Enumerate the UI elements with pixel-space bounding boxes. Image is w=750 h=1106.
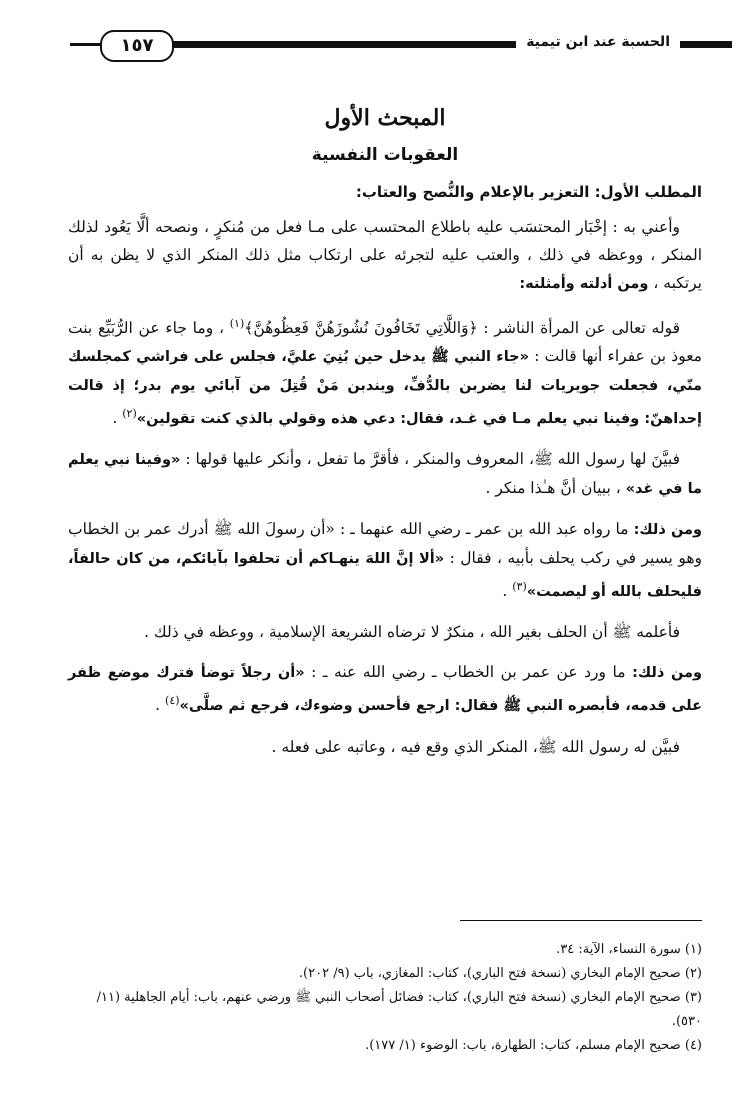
hadith-quote: «أن رسولَ الله ﷺ أدرك عمر بن الخطاب وهو يسير في ركب يحلف بأبيه ، فقال : <box>68 520 702 568</box>
paragraph-definition <box>68 213 702 298</box>
paragraph-quran-hadith: قوله تعالى عن المرأة الناشر : ﴿وَاللَّاتِي تَخَافُونَ نُشُوزَهُنَّ فَعِظُوهُنَّ﴾$^{(١)}$ ، وما جاء عن الرُّبَيِّع بنت معوذ بن عفراء أنها قالت : «جاء النبي ﷺ يدخل حين بُنِيَ عليَّ، فجلس على فراشي كمجلسك منّي، فجعلت جويريات لنا يضربن بالدُّفِّ، ويندبن مَنْ قُتِلَ من آبائي يوم بدر؛ إذ قالت إحداهنّ: وفينا نبي يعلم مـا في غـد، فقال: دعي هذه وقولي بالذي كنت تقولين»$^{(٢)}$ . <box>68 317 702 428</box>
paragraph-text: فبيَّنَ لها رسول الله ﷺ، المعروف والمنكر ، فأقرَّ ما تفعل ، وأنكر عليها قولها : <box>185 450 680 469</box>
paragraph-conclusion: فبيَّن له رسول الله ﷺ، المنكر الذي وقع فيه ، وعاتبه على فعله . <box>271 737 680 756</box>
paragraph-text: ما ورد عن عمر بن الخطاب ـ رضي الله عنه ـ : <box>311 663 626 682</box>
paragraph-text: قوله تعالى عن المرأة الناشر : ﴿وَاللَّاتِي تَخَافُونَ نُشُوزَهُنَّ فَعِظُوهُنَّ﴾ <box>244 319 680 338</box>
paragraph-label: ومن ذلك: <box>633 522 702 539</box>
paragraph-text: وأعني به : إخْبَار المحتسَب عليه باطلاع المحتسب على مـا فعل من مُنكرٍ ، ونصحه ألَّا يَعُود لذلك المنكر ، ووعظه في ذلك ، والعتب عليه لتجرئه على ارتكاب مثل ذلك المنكر الذي لا يظن به أن يرتكبه ، <box>68 218 702 292</box>
footnote-ref[interactable]: (٣) <box>512 580 527 594</box>
paragraph-umar: ومن ذلك: ما ورد عن عمر بن الخطاب ـ رضي الله عنه ـ : «أن رجلاً توضأ فترك موضع ظفر على قدمه، فأبصره النبي ﷺ فقال: ارجع فأحسن وضوءك، فرجع ثم صلَّى»$^{(٤)}$ . <box>68 663 702 715</box>
paragraph-text: ما رواه عبد الله بن عمر ـ رضي الله عنهما ـ : <box>339 520 629 539</box>
paragraph-text: ، وما جاء عن الرُّبَيِّع بنت معوذ بن عفراء أنها قالت : <box>68 319 702 366</box>
paragraph-oath: فأعلمه ﷺ أن الحلف بغير الله ، منكرٌ لا ترضاه الشريعة الإسلامية ، ووعظه في ذلك . <box>144 623 680 642</box>
hadith-quote: «أن رجلاً توضأ فترك موضع ظفر على قدمه، فأبصره النبي ﷺ فقال: ارجع فأحسن وضوءك، فرجع ثم صلَّى» <box>68 665 702 715</box>
footnote-ref[interactable]: (١) <box>229 317 245 330</box>
footnotes <box>68 938 702 1058</box>
page-body <box>68 105 702 773</box>
footnote-item: (٣) صحيح الإمام البخاري (نسخة فتح الباري)، كتاب: فضائل أصحاب النبي ﷺ ورضي عنهم، باب: أيام الجاهلية (١١/ ٥٣٠). <box>96 990 702 1029</box>
hadith-quote: «وفينا نبي يعلم ما في غد» <box>68 452 702 498</box>
footnote-ref[interactable]: (٤) <box>165 694 180 708</box>
subsection-title: العقوبات النفسية <box>311 145 459 165</box>
footnote-separator <box>460 920 702 921</box>
running-header-title: الحسبة عند ابن تيمية <box>516 34 680 50</box>
hadith-quote: «ألا إنَّ اللهَ ينهـاكم أن تحلفوا بآبائكم، من كان حالفاً، فليحلف بالله أو ليصمت» <box>68 551 702 601</box>
footnote-item: (٢) صحيح الإمام البخاري (نسخة فتح الباري)، كتاب: المغازي، باب (٩/ ٢٠٢). <box>298 966 702 981</box>
paragraph-bold: ومن أدلته وأمثلته: <box>519 276 649 292</box>
paragraph-explanation <box>68 445 702 503</box>
footnote-ref[interactable]: (٢) <box>122 407 137 421</box>
section-title: المبحث الأول <box>324 105 446 131</box>
footnote-item: (٤) صحيح الإمام مسلم، كتاب: الطهارة، باب: الوضوء (١/ ١٧٧). <box>365 1038 702 1053</box>
requirement-heading: المطلب الأول: التعزير بالإعلام والنُّصح والعتاب: <box>355 183 702 201</box>
paragraph-ibn-umar: ومن ذلك: ما رواه عبد الله بن عمر ـ رضي الله عنهما ـ : «أن رسولَ الله ﷺ أدرك عمر بن الخطاب وهو يسير في ركب يحلف بأبيه ، فقال : «ألا إنَّ اللهَ ينهـاكم أن تحلفوا بآبائكم، من كان حالفاً، فليحلف بالله أو ليصمت»$^{(٣)}$ . <box>68 520 702 601</box>
hadith-quote: «جاء النبي ﷺ يدخل حين بُنِيَ عليَّ، فجلس على فراشي كمجلسك منّي، فجعلت جويريات لنا يضربن بالدُّفِّ، ويندبن مَنْ قُتِلَ من آبائي يوم بدر؛ إذ قالت إحداهنّ: وفينا نبي يعلم مـا في غـد، فقال: دعي هذه وقولي بالذي كنت تقولين» <box>68 349 702 428</box>
footnote-item: (١) سورة النساء، الآية: ٣٤. <box>556 942 702 957</box>
paragraph-text: ، ببيان أنَّ هـٰذا منكر . <box>485 479 621 498</box>
page-number-badge: ١٥٧ <box>100 30 174 62</box>
paragraph-label: ومن ذلك: <box>632 665 702 682</box>
